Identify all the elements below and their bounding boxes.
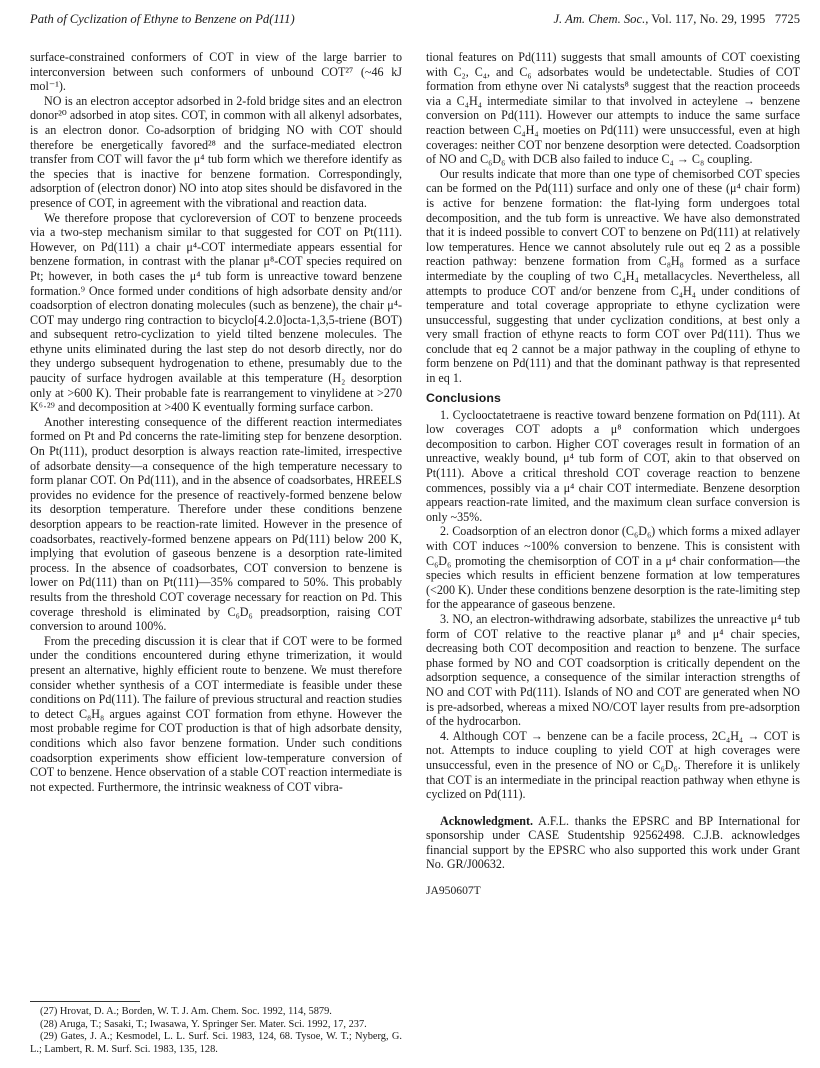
body-paragraph: From the preceding discussion it is clear that if COT were to be formed under the conditions encountered during ethyne trimerization, it would present an alternative, highly efficient route to benzene. We must therefore consider whether synthesis of a COT intermediate is feasible under these conditions on Pd(111). The failure of previous structural and reaction studies to detect C₈H₈ argues against COT formation from ethyne. However the most probable regime for COT production is that of high adsorbate density, conditions which also favor benzene formation. Under such conditions coadsorption experiments show efficient low-temperature conversion of COT to benzene. Hence observation of a stable COT reaction intermediate is not expected. Furthermore, the intrinsic weakness of COT vibra- [30,633,402,794]
journal-name: J. Am. Chem. Soc., [553,12,649,26]
footnote-27: (27) Hrovat, D. A.; Borden, W. T. J. Am. Chem. Soc. 1992, 114, 5879. [40,1006,332,1017]
footnote-divider [30,1001,140,1002]
body-paragraph: We therefore propose that cycloreversion of COT to benzene proceeds via a two-step mechanism similar to that suggested for COT on Pt(111). However, on Pd(111) a chair μ⁴-COT intermediate appears essential for benzene formation, in contrast with the planar μ⁸-COT species required on Pt; however, in both cases the μ⁴ tub form is unreactive toward benzene formation.⁹ Once formed under conditions of high adsorbate density and/or coadsorption of electron donating molecules (such as benzene), the chair μ⁴-COT may undergo ring contraction to bicyclo[4.2.0]octa-1,3,5-triene (BOT) and subsequent retro-cyclization to yield tilted benzene molecules. The ethyne units eliminated during the last step do not desorb directly, nor do they undergo subsequent hydrogenation to ethene, presumably due to the paucity of surface hydrogen available at this temperature (H₂ desorption only at >600 K). Their probable fate is rearrangement to vinylidene at >270 K⁶·²⁹ and decomposition at >400 K eventually forming surface carbon. [30,210,402,415]
footnote-29: (29) Gates, J. A.; Kesmodel, L. L. Surf. Sci. 1983, 124, 68. Tysoe, W. T.; Nyberg, G. L.; Lambert, R. M. Surf. Sci. 1983, 135, 128. [30,1031,402,1055]
body-paragraph: NO is an electron acceptor adsorbed in 2-fold bridge sites and an electron donor²⁰ adsorbed in atop sites. COT, in common with all alkenyl adsorbates, is an electron donor. Co-adsorption of bridging NO with COT should therefore be energetically favored²⁸ and the surface-mediated electron transfer from COT will favor the μ⁴ tub form which we therefore identify as the species that is inactive for benzene formation. Correspondingly, adsorption of (electron donor) NO into atop sites should be disfavored in the presence of COT, in agreement with the vibrational and reaction data. [30,93,402,210]
page-header [30,12,800,32]
body-paragraph: Another interesting consequence of the different reaction intermediates formed on Pt and Pd concerns the rate-limiting step for benzene desorption. On Pt(111), product desorption is always reaction rate-limited, irrespective of adsorbate density—a consequence of the high temperature necessary to form planar COT. On Pd(111), and in the absence of coadsorbates, HREELS provides no evidence for the presence of reactively-formed benzene below its desorption temperature. Therefore under these conditions benzene desorption appears to be reaction-rate limited. However in the presence of coadsorbates, reactively-formed benzene appears on Pd(111) below 200 K, implying that evolution of gaseous benzene is a desorption rate-limited process. In the absence of coadsorbates, COT conversion to benzene is lower on Pd(111) than on Pt(111)—35% compared to 50%. This probably results from the threshold COT coverage necessary for reaction on Pd. This coverage threshold is eliminated by C₆D₆ preadsorption, raising COT conversion to around 100%. [30,414,402,634]
conclusion-item-2: 2. Coadsorption of an electron donor (C₆D₆) which forms a mixed adlayer with COT induces ~100% conversion to benzene. This is consistent with C₆D₆ promoting the chemisorption of COT in a μ⁴ chair conformation—the species which results in efficient benzene formation at low temperatures (<200 K). Under these conditions benzene desorption is the rate-limiting step for the appearance of gaseous benzene. [426,524,800,612]
body-paragraph: Our results indicate that more than one type of chemisorbed COT species can be formed on the Pd(111) surface and only one of these (μ⁴ chair form) is active for benzene formation: the flat-lying form undergoes total decomposition, and the tub form is unreactive. We have also demonstrated that it is indeed possible to convert COT to benzene on Pd(111) at relatively low temperatures. Hence we cannot absolutely rule out eq 2 as a possible reaction pathway: benzene formation from C₈H₈ formed as a surface intermediate by the coupling of two C₄H₄ metallacycles. Nevertheless, all attempts to produce COT and/or benzene from C₄H₄ under conditions of temperature and total coverage appropriate to ethyne cyclization were unsuccessful, suggesting that under cyclization conditions, at best only a very small fraction of ethyne reacts to form COT over Pd(111). Thus we conclude that eq 2 cannot be a major pathway in the coupling of ethyne to form benzene on Pd(111) and that the dominant pathway is that represented in eq 1. [426,166,800,386]
conclusion-item-3: 3. NO, an electron-withdrawing adsorbate, stabilizes the unreactive μ⁴ tub form of COT relative to the reactive planar μ⁸ and μ⁴ chair species, decreasing both COT decomposition and reaction to benzene. The surface phase formed by NO and COT coadsorption is critically dependent on the adsorption sequence, a consequence of the similar interaction strengths of NO and COT with Pd(111). Islands of NO and COT are generated when NO is pre-adsorbed, whereas a mixed NO/COT layer results from pre-adsorption of the hydrocarbon. [426,611,800,729]
acknowledgment [426,814,800,872]
footnotes [30,1006,402,1056]
conclusions-heading: Conclusions [426,390,501,405]
body-paragraph: surface-constrained conformers of COT in view of the large barrier to interconversion between such conformers of unbound COT²⁷ (~46 kJ mol⁻¹). [30,50,402,94]
page-number: 7725 [774,12,800,26]
footnote-28: (28) Aruga, T.; Sasaki, T.; Iwasawa, Y. Springer Ser. Mater. Sci. 1992, 17, 237. [40,1018,367,1030]
journal-citation [553,12,800,27]
body-paragraph: tional features on Pd(111) suggests that small amounts of COT coexisting with C₂, C₄, and C₆ adsorbates would be undetectable. Studies of COT formation from ethyne over Ni catalysts⁸ suggest that the reaction proceeds via a C₄H₄ intermediate similar to that involved in acteylene → benzene conversion on Pd(111). However our attempts to induce the same surface reaction between C₄H₄ moeties on Pd(111) were unsuccessful, even at high coverages: neither COT nor benzene desorption were detected. Coadsorption of NO and C₆D₆ with DCB also failed to induce C₄ → C₈ coupling. [426,50,800,167]
manuscript-code: JA950607T [426,884,481,898]
acknowledgment-label: Acknowledgment. [440,813,534,828]
left-column [30,50,402,794]
conclusion-item-4: 4. Although COT → benzene can be a facile process, 2C₄H₄ → COT is not. Attempts to induce coupling to yield COT at high coverages were unsuccessful, even in the presence of NO or C₆D₆. Therefore it is unlikely that COT is an intermediate in the principal reaction pathway when ethyne is cyclized on Pd(111). [426,728,800,802]
conclusion-item-1: 1. Cyclooctatetraene is reactive toward benzene formation on Pd(111). At low coverages COT adopts a μ⁸ conformation which undergoes decomposition to carbon. Higher COT coverages result in formation of an unreactive, weakly bound, μ⁴ tub form of COT, akin to that observed on Pt(111). Above a critical threshold COT coverage reaction to benzene commences, possibly via a μ⁴ chair COT intermediate. Benzene desorption appears reaction-rate limited, and the maximum clean surface conversion is only ~35%. [426,407,800,524]
volume-info: Vol. 117, No. 29, 1995 [651,12,766,26]
running-title: Path of Cyclization of Ethyne to Benzene on Pd(111) [30,12,295,26]
acknowledgment-text: A.F.L. thanks the EPSRC and BP International for sponsorship under CASE Studentship 92562498. C.J.B. acknowledges financial support by the EPSRC who also supported this work under Grant No. GR/J00632. [426,813,800,872]
right-column [426,50,800,897]
